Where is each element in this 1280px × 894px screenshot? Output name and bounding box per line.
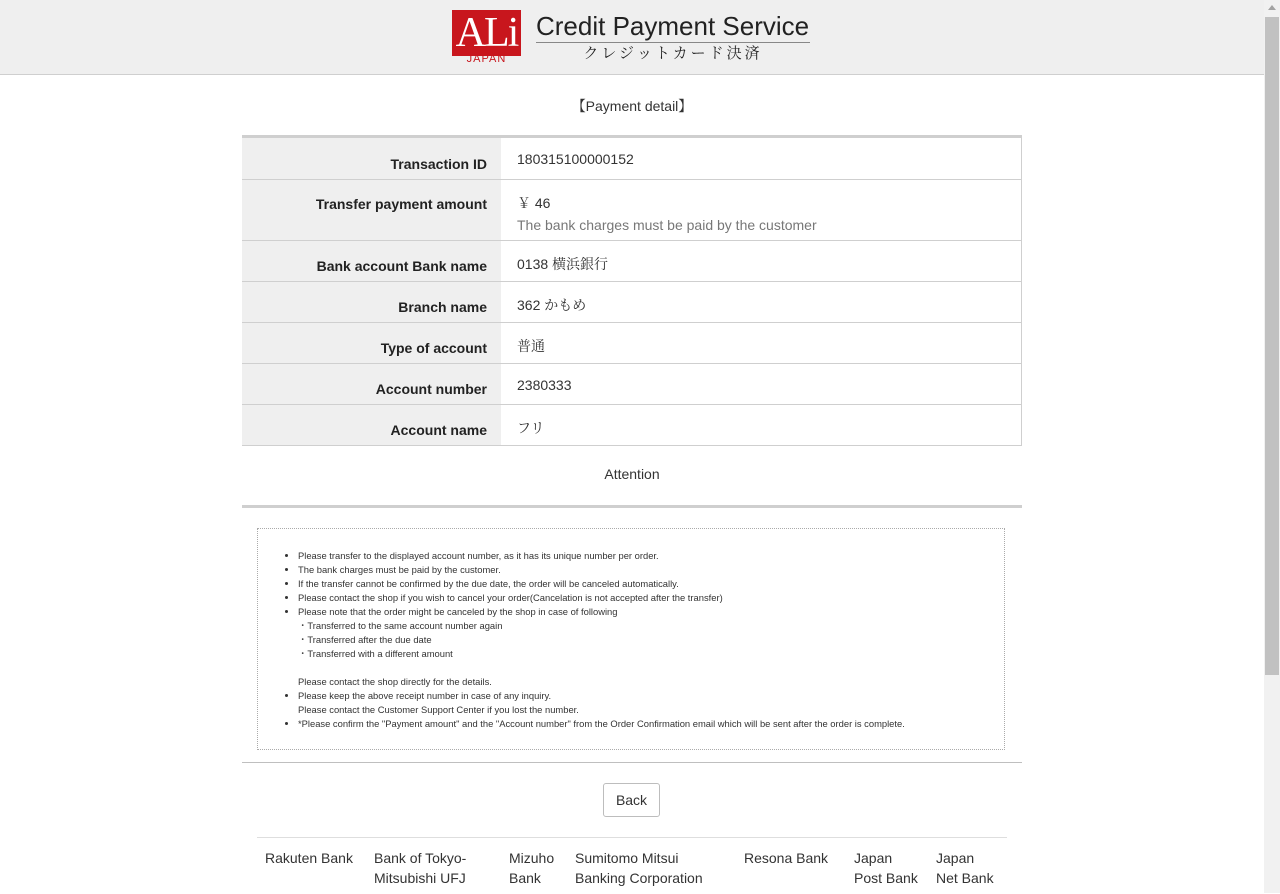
detail-value: 普通 <box>501 323 1022 363</box>
notice-item: • Please contact the shop if you wish to cancel your order(Cancelation is not accepted after the transfer) <box>298 591 1004 605</box>
detail-value: 180315100000152 <box>501 138 1022 179</box>
detail-label: Transaction ID <box>242 138 501 179</box>
bank-name-line: Japan <box>936 850 975 866</box>
amount-note: The bank charges must be paid by the customer <box>517 217 817 233</box>
bank-item-mufg <box>374 848 466 888</box>
detail-label: Type of account <box>242 323 501 363</box>
amount-value: ￥ 46 <box>517 195 551 211</box>
bank-name-line: Resona Bank <box>744 850 829 866</box>
detail-label: Account number <box>242 364 501 404</box>
ali-logo-sub: JAPAN <box>466 53 507 65</box>
back-button[interactable]: Back <box>603 783 660 817</box>
detail-value: 0138 横浜銀行 <box>501 241 1022 281</box>
notice-subitem: ・Transferred to the same account number again <box>298 620 503 631</box>
bank-name-line: Net Bank <box>936 870 994 886</box>
notice-item: • *Please confirm the "Payment amount" and the "Account number" from the Order Confirmation email which will be sent after the order is complete. <box>298 717 1004 731</box>
notice-item: • If the transfer cannot be confirmed by the due date, the order will be canceled automatically. <box>298 577 1004 591</box>
detail-label: Transfer payment amount <box>242 180 501 240</box>
service-title-divider <box>536 42 810 43</box>
detail-row-branch-name <box>242 282 1022 323</box>
detail-label: Account name <box>242 405 501 445</box>
detail-value: フリ <box>501 405 1022 445</box>
attention-notice-box <box>257 528 1005 750</box>
attention-title: Attention <box>604 466 660 482</box>
detail-label: Bank account Bank name <box>242 241 501 281</box>
detail-row-bank-name <box>242 241 1022 282</box>
notice-item <box>298 689 1004 717</box>
detail-row-transaction-id <box>242 138 1022 180</box>
notice-subitem: ・Transferred after the due date <box>298 634 432 645</box>
notice-item <box>298 605 1004 689</box>
bank-list <box>257 837 1007 894</box>
service-title-jp: クレジットカード決済 <box>583 45 763 62</box>
detail-row-account-name <box>242 405 1022 446</box>
detail-value <box>501 180 1022 240</box>
bank-name-line: Banking Corporation <box>575 870 703 886</box>
detail-row-transfer-amount <box>242 180 1022 241</box>
bank-name-line: Mitsubishi UFJ <box>374 870 466 886</box>
detail-value: 362 かもめ <box>501 282 1022 322</box>
bank-item-rakuten <box>265 848 353 868</box>
detail-value: 2380333 <box>501 364 1022 404</box>
notice-item: • The bank charges must be paid by the customer. <box>298 563 1004 577</box>
bank-item-resona <box>744 848 828 868</box>
notice-subitem: ・Transferred with a different amount <box>298 648 453 659</box>
bank-name-line: Rakuten Bank <box>265 850 353 866</box>
notice-subitem: Please contact the Customer Support Center if you lost the number. <box>298 704 579 715</box>
bank-item-mizuho <box>509 848 554 888</box>
attention-divider <box>242 505 1022 508</box>
bank-name-line: Mizuho <box>509 850 555 866</box>
service-title: Credit Payment Service <box>536 11 810 41</box>
bank-item-japan-net <box>936 848 994 888</box>
bank-item-smbc <box>575 848 703 888</box>
detail-row-account-type <box>242 323 1022 364</box>
notice-list <box>258 529 1004 731</box>
payment-detail-table <box>242 135 1022 446</box>
bank-name-line: Bank <box>509 870 541 886</box>
notice-item: • Please transfer to the displayed account number, as it has its unique number per order. <box>298 549 1004 563</box>
detail-label: Branch name <box>242 282 501 322</box>
bank-item-japan-post <box>854 848 918 888</box>
ali-logo: ALi <box>452 10 521 56</box>
scroll-up-arrow-icon[interactable] <box>1268 5 1276 10</box>
section-divider <box>242 762 1022 763</box>
page-header <box>0 0 1264 75</box>
notice-text: Please keep the above receipt number in case of any inquiry. <box>298 690 552 701</box>
detail-row-account-number <box>242 364 1022 405</box>
notice-spacer <box>298 661 1004 675</box>
page-title: 【Payment detail】 <box>571 98 693 114</box>
scrollbar-thumb[interactable] <box>1265 17 1279 675</box>
bank-name-line: Sumitomo Mitsui <box>575 850 679 866</box>
notice-subitem: Please contact the shop directly for the details. <box>298 676 492 687</box>
bank-name-line: Japan <box>854 850 893 866</box>
bank-name-line: Post Bank <box>854 870 918 886</box>
notice-text: Please note that the order might be canceled by the shop in case of following <box>298 606 618 617</box>
bank-name-line: Bank of Tokyo- <box>374 850 467 866</box>
